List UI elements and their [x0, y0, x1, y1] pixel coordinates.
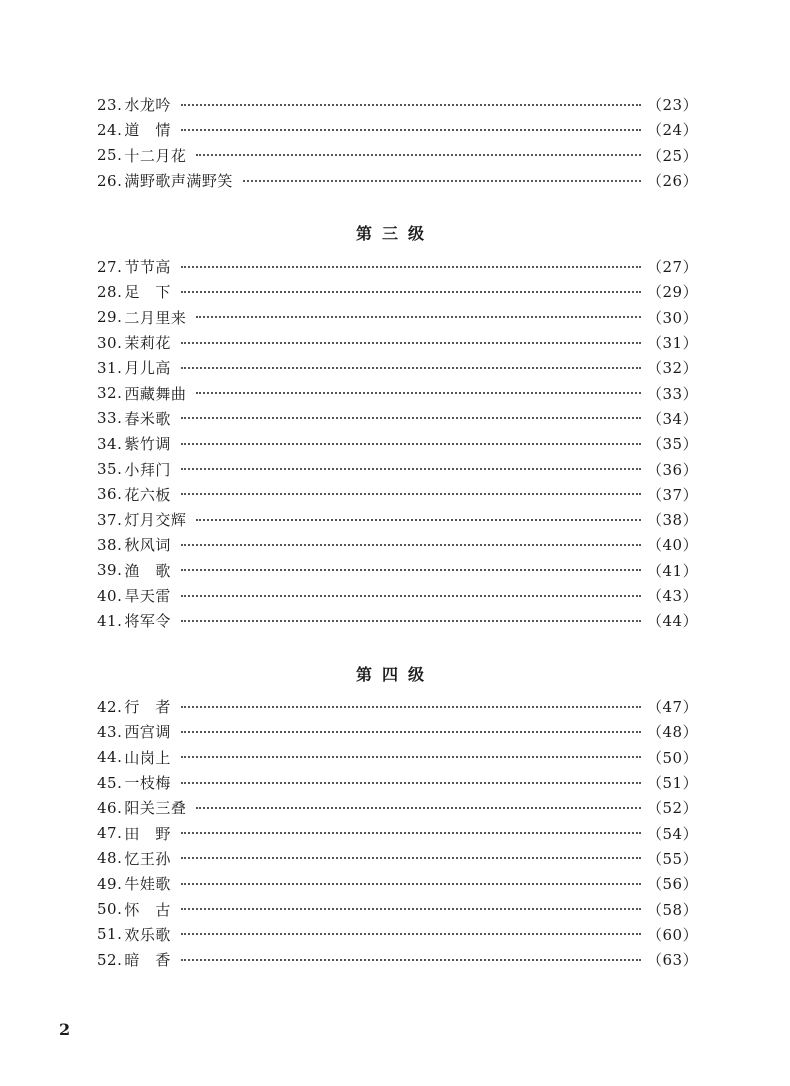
entry-page: （24）	[647, 121, 699, 140]
entry-title: 秋风词	[124, 536, 171, 555]
entry-number: 36.	[97, 485, 123, 504]
entry-title: 旱天雷	[124, 587, 171, 605]
toc-entry	[97, 406, 699, 431]
entry-page: （48）	[647, 723, 699, 742]
entry-number: 41.	[97, 611, 123, 630]
entry-page: （41）	[647, 561, 699, 580]
entry-title: 西藏舞曲	[124, 384, 187, 403]
entry-page: （63）	[647, 951, 699, 970]
leader-dots	[181, 959, 641, 961]
entry-number: 52.	[97, 950, 123, 969]
toc-entry	[97, 305, 699, 330]
entry-number: 49.	[97, 874, 123, 893]
leader-dots	[196, 154, 641, 156]
toc-entry	[97, 719, 699, 744]
leader-dots	[181, 569, 641, 571]
entry-title: 一枝梅	[124, 774, 171, 793]
leader-dots	[181, 367, 641, 369]
entry-title: 将军令	[124, 612, 171, 631]
toc-entry	[97, 117, 699, 142]
entry-number: 48.	[97, 849, 123, 868]
entry-title: 牛娃歌	[124, 875, 171, 894]
entry-number: 39.	[97, 561, 123, 580]
entry-page: （35）	[647, 435, 699, 454]
entry-number: 43.	[97, 722, 123, 741]
entry-title: 灯月交辉	[124, 511, 187, 530]
entry-number: 29.	[97, 308, 123, 327]
entry-number: 23.	[97, 95, 123, 114]
leader-dots	[181, 129, 641, 131]
entry-page: （40）	[647, 536, 699, 555]
entry-number: 33.	[97, 409, 123, 428]
leader-dots	[181, 756, 641, 758]
toc-entry	[97, 896, 699, 921]
entry-page: （56）	[647, 875, 699, 894]
leader-dots	[181, 291, 641, 293]
entry-page: （37）	[647, 485, 699, 504]
leader-dots	[181, 493, 641, 495]
toc-entry	[97, 279, 699, 304]
entry-page: （60）	[647, 925, 699, 944]
entry-title: 山岗上	[124, 748, 171, 767]
toc-entry	[97, 92, 699, 117]
leader-dots	[181, 443, 641, 445]
toc-entry	[97, 922, 699, 947]
entry-number: 51.	[97, 925, 123, 944]
page-number: 2	[59, 1020, 71, 1039]
entry-page: （47）	[647, 698, 699, 717]
entry-number: 34.	[97, 434, 123, 453]
leader-dots	[181, 544, 641, 546]
toc-entry	[97, 820, 699, 845]
entry-title: 忆王孙	[124, 849, 171, 868]
leader-dots	[196, 392, 641, 394]
toc-entry	[97, 431, 699, 456]
entry-title: 西宫调	[124, 723, 171, 742]
entry-page: （26）	[647, 172, 699, 191]
section-heading-level-3: 第三级	[355, 224, 434, 243]
leader-dots	[196, 807, 641, 809]
entry-title: 月儿高	[124, 359, 171, 378]
toc-entry	[97, 770, 699, 795]
entry-title: 田 野	[124, 824, 171, 843]
entry-title: 二月里来	[124, 308, 187, 327]
entry-page: （43）	[647, 587, 699, 605]
toc-entry	[97, 482, 699, 507]
toc-entry	[97, 532, 699, 557]
entry-page: （29）	[647, 283, 699, 302]
entry-page: （34）	[647, 409, 699, 428]
section-heading-level-4: 第四级	[355, 665, 434, 684]
entry-title: 阳关三叠	[124, 799, 187, 818]
leader-dots	[181, 857, 641, 859]
entry-title: 行 者	[124, 698, 171, 717]
entry-number: 46.	[97, 798, 123, 817]
entry-title: 足 下	[124, 283, 171, 302]
entry-number: 26.	[97, 171, 123, 190]
toc-entry	[97, 947, 699, 972]
leader-dots	[196, 519, 641, 521]
entry-number: 30.	[97, 333, 123, 352]
entry-number: 24.	[97, 120, 123, 139]
leader-dots	[181, 933, 641, 935]
entry-page: （25）	[647, 146, 699, 165]
entry-number: 32.	[97, 384, 123, 403]
entry-title: 渔 歌	[124, 561, 171, 580]
leader-dots	[181, 908, 641, 910]
entry-number: 45.	[97, 773, 123, 792]
leader-dots	[181, 782, 641, 784]
entry-title: 暗 香	[124, 951, 171, 970]
entry-number: 47.	[97, 824, 123, 843]
toc-entry	[97, 507, 699, 532]
leader-dots	[181, 266, 641, 268]
toc-entry	[97, 168, 699, 193]
entry-page: （30）	[647, 308, 699, 327]
entry-title: 满野歌声满野笑	[124, 172, 233, 191]
entry-page: （52）	[647, 799, 699, 818]
leader-dots	[181, 468, 641, 470]
entry-title: 茉莉花	[124, 334, 171, 353]
entry-page: （23）	[647, 96, 699, 115]
leader-dots	[181, 342, 641, 344]
entry-title: 紫竹调	[124, 435, 171, 454]
leader-dots	[181, 706, 641, 708]
entry-page: （33）	[647, 384, 699, 403]
entry-title: 道 情	[124, 121, 171, 140]
toc-entry	[97, 745, 699, 770]
entry-page: （54）	[647, 824, 699, 843]
toc-entry	[97, 456, 699, 481]
leader-dots	[243, 180, 641, 182]
entry-title: 水龙吟	[124, 96, 171, 115]
entry-number: 28.	[97, 282, 123, 301]
toc-entry	[97, 143, 699, 168]
toc-section-continued	[97, 92, 699, 193]
toc-entry	[97, 380, 699, 405]
toc-entry	[97, 846, 699, 871]
entry-number: 25.	[97, 146, 123, 165]
entry-page: （58）	[647, 900, 699, 919]
entry-number: 35.	[97, 460, 123, 479]
entry-title: 十二月花	[124, 146, 187, 165]
entry-title: 节节高	[124, 258, 171, 277]
entry-page: （27）	[647, 258, 699, 277]
leader-dots	[181, 417, 641, 419]
entry-number: 44.	[97, 748, 123, 767]
entry-title: 小拜门	[124, 460, 171, 479]
entry-title: 春米歌	[124, 409, 171, 428]
entry-title: 花六板	[124, 485, 171, 504]
entry-page: （50）	[647, 748, 699, 767]
leader-dots	[181, 883, 641, 885]
toc-entry	[97, 355, 699, 380]
entry-number: 27.	[97, 257, 123, 276]
toc-section-level-3	[97, 254, 699, 633]
leader-dots	[181, 104, 641, 106]
entry-number: 40.	[97, 586, 123, 605]
entry-number: 31.	[97, 358, 123, 377]
leader-dots	[181, 832, 641, 834]
leader-dots	[196, 316, 641, 318]
toc-entry	[97, 871, 699, 896]
leader-dots	[181, 620, 641, 622]
entry-number: 38.	[97, 535, 123, 554]
entry-title: 欢乐歌	[124, 925, 171, 944]
entry-number: 50.	[97, 900, 123, 919]
toc-entry	[97, 795, 699, 820]
leader-dots	[181, 731, 641, 733]
toc-entry	[97, 330, 699, 355]
entry-page: （36）	[647, 460, 699, 479]
toc-entry	[97, 694, 699, 719]
entry-number: 42.	[97, 697, 123, 716]
entry-page: （44）	[647, 612, 699, 631]
entry-page: （32）	[647, 359, 699, 378]
entry-number: 37.	[97, 510, 123, 529]
entry-title: 怀 古	[124, 900, 171, 919]
entry-page: （31）	[647, 334, 699, 353]
leader-dots	[181, 595, 641, 597]
entry-page: （51）	[647, 774, 699, 793]
entry-page: （55）	[647, 849, 699, 868]
toc-entry	[97, 608, 699, 633]
toc-entry	[97, 254, 699, 279]
entry-page: （38）	[647, 511, 699, 530]
toc-section-level-4	[97, 694, 699, 972]
toc-entry	[97, 558, 699, 583]
toc-entry	[97, 583, 699, 608]
